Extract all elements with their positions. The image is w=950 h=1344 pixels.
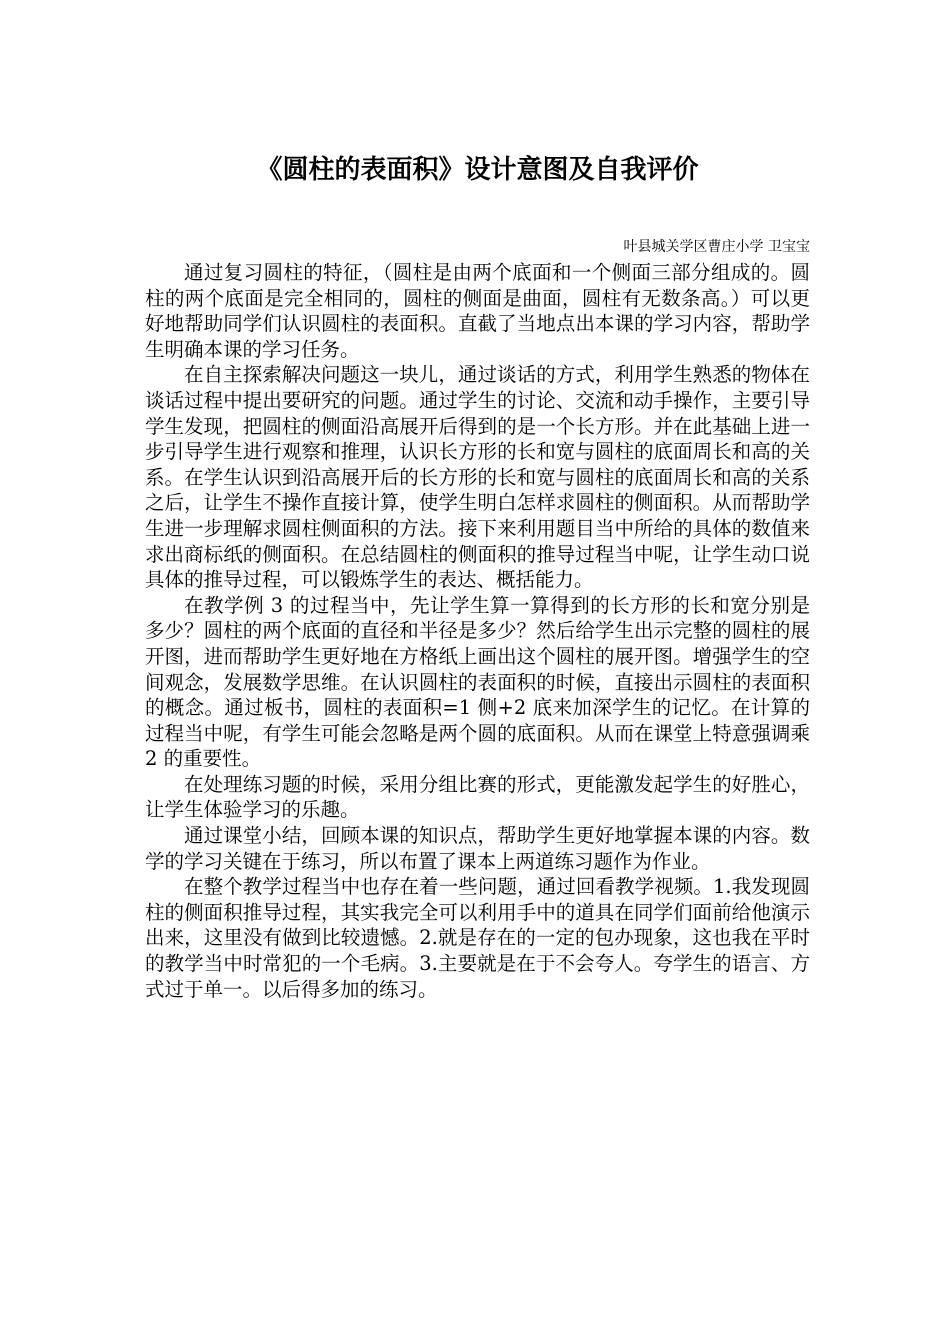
paragraph: 在处理练习题的时候，采用分组比赛的形式，更能激发起学生的好胜心，让学生体验学习的乐趣。 bbox=[145, 772, 810, 822]
document-title: 《圆柱的表面积》设计意图及自我评价 bbox=[256, 155, 699, 185]
document-author: 叶县城关学区曹庄小学 卫宝宝 bbox=[623, 239, 810, 255]
paragraph: 在整个教学过程当中也存在着一些问题，通过回看教学视频。1.我发现圆柱的侧面积推导过程，其实我完全可以利用手中的道具在同学们面前给他演示出来，这里没有做到比较遗憾。2.就是存在的一定的包办现象，这也我在平时的教学当中时常犯的一个毛病。3.主要就是在于不会夸人。夸学生的语言、方式过于单一。以后得多加的练习。 bbox=[145, 875, 810, 1001]
paragraph: 通过课堂小结，回顾本课的知识点，帮助学生更好地掌握本课的内容。数学的学习关键在于练习，所以布置了课本上两道练习题作为作业。 bbox=[145, 824, 810, 873]
paragraph: 在教学例 3 的过程当中，先让学生算一算得到的长方形的长和宽分别是多少？圆柱的两个底面的直径和半径是多少？然后给学生出示完整的圆柱的展开图，进而帮助学生更好地在方格纸上画出这个圆柱的展开图。增强学生的空间观念，发展数学思维。在认识圆柱的表面积的时候，直接出示圆柱的表面积的概念。通过板书，圆柱的表面积=1 侧+2 底来加深学生的记忆。在计算的过程当中呢，有学生可能会忽略是两个圆的底面积。从而在课堂上特意强调乘 2 的重要性。 bbox=[145, 593, 810, 771]
paragraph: 通过复习圆柱的特征，（圆柱是由两个底面和一个侧面三部分组成的。圆柱的两个底面是完全相同的，圆柱的侧面是曲面，圆柱有无数条高。）可以更好地帮助同学们认识圆柱的表面积。直截了当地点出本课的学习内容，帮助学生明确本课的学习任务。 bbox=[145, 261, 810, 361]
paragraph: 在自主探索解决问题这一块儿，通过谈话的方式，利用学生熟悉的物体在谈话过程中提出要研究的问题。通过学生的讨论、交流和动手操作，主要引导学生发现，把圆柱的侧面沿高展开后得到的是一个长方形。并在此基础上进一步引导学生进行观察和推理，认识长方形的长和宽与圆柱的底面周长和高的关系。在学生认识到沿高展开后的长方形的长和宽与圆柱的底面周长和高的关系之后，让学生不操作直接计算，使学生明白怎样求圆柱的侧面积。从而帮助学生进一步理解求圆柱侧面积的方法。接下来利用题目当中所给的具体的数值来求出商标纸的侧面积。在总结圆柱的侧面积的推导过程当中呢，让学生动口说具体的推导过程，可以锻炼学生的表达、概括能力。 bbox=[145, 363, 810, 592]
document-body bbox=[145, 260, 810, 1002]
